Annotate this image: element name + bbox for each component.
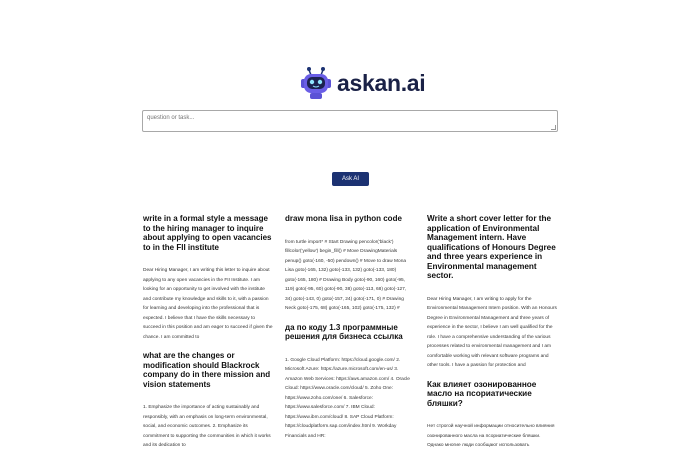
feed-item[interactable] bbox=[143, 351, 273, 451]
resize-handle[interactable] bbox=[551, 125, 556, 130]
feed-item[interactable] bbox=[427, 214, 557, 371]
prompt-container bbox=[142, 110, 558, 132]
feed-item[interactable] bbox=[285, 323, 411, 442]
answer-text: Dear Hiring Manager, I am writing to apply for the Environmental Management Intern position. With an Honours Degree in Environmental Management and three years of experience in the sector, I believe I am well qualified for the role. I have a comprehensive understanding of the various processes related to environmental management and I am comfortable working with relevant software programs and other tools. I have a passion for protection and bbox=[427, 296, 557, 368]
question-title[interactable]: Как влияет озонированное масло на псориатические бляшки? bbox=[427, 379, 537, 408]
ask-ai-button[interactable]: Ask AI bbox=[332, 172, 369, 186]
prompt-input[interactable] bbox=[143, 111, 557, 131]
question-title[interactable]: draw mona lisa in python code bbox=[285, 214, 402, 223]
brand-name: askan.ai bbox=[337, 69, 426, 96]
feed-column-2 bbox=[285, 214, 411, 438]
answer-text: from turtle import* # Start Drawing pencolor('black') fillcolor('yellow') begin_fill() # Move DrawingMaterials penup() goto(-160, -50) pendown() # Move to draw Mona Lisa goto(-165, 132) goto(-133, 132) goto(-133, 180) goto(-165, 180) # Drawing Body goto(-90, 160) goto(-95, 119) goto(-95, 60) goto(-90, 38) goto(-113, 68) goto(-127, 34) goto(-143, 0) goto(-157, 24) goto(-171, 0) # Drawing Neck goto(-175, 68) goto(-165, 102) goto(-175, 132) # bbox=[285, 239, 407, 311]
feed-column-3 bbox=[427, 214, 557, 448]
question-title[interactable]: да по коду 1.3 программные решения для бизнеса ссылка bbox=[285, 322, 403, 341]
question-title[interactable]: write in a formal style a message to the hiring manager to inquire about applying to open vacancies to in the FII institute bbox=[143, 214, 272, 252]
answer-text: 1. Google Cloud Platform: https://cloud.google.com/ 2. Microsoft Azure: https://azure.microsoft.com/en-us/ 3. Amazon Web Services: https://aws.amazon.com/ 4. Oracle Cloud: https://www.oracle.com/cloud/ 5. Zoho One: https://www.zoho.com/one/ 6. Salesforce: https://www.salesforce.com/ 7. IBM Cloud: https://www.ibm.com/cloud/ 8. SAP Cloud Platform: https://cloudplatform.sap.com/index.html 9. Workday Financials and HR: bbox=[285, 357, 410, 439]
feed-item[interactable] bbox=[143, 214, 273, 342]
question-title[interactable]: what are the changes or modification should Blackrock company do in there mission and vision statements bbox=[143, 351, 271, 389]
question-title[interactable]: Write a short cover letter for the application of Environmental Management intern. Have qualifications of Honours Degree and three years experience in Environmental management sector. bbox=[427, 214, 556, 280]
brand-logo[interactable] bbox=[298, 65, 425, 101]
feed-item[interactable] bbox=[285, 214, 411, 314]
answer-text: Нет строгой научной информации относительно влияния озонированного масла на псориатические бляшки. Однако многие люди сообщают использовать bbox=[427, 424, 555, 448]
robot-icon bbox=[298, 65, 334, 101]
answer-text: Dear Hiring Manager, I am writing this letter to inquire about applying to any open vacancies in the FII Institute. I am looking for an opportunity to get involved with the institute and contribute my knowledge and skills to it, with a passion for learning and developing into the professional that is expected. I believe that I have the skills necessary to succeed in this position and am eager to succeed if given the chance. I am committed to bbox=[143, 268, 273, 340]
answer-text: 1. Emphasize the importance of acting sustainably and responsibly, with an emphasis on long-term environmental, social, and economic outcomes. 2. Emphasize its commitment to supporting the communities in which it works and its dedication to bbox=[143, 405, 271, 448]
feed-column-1 bbox=[143, 214, 273, 448]
feed-item[interactable] bbox=[427, 380, 557, 451]
